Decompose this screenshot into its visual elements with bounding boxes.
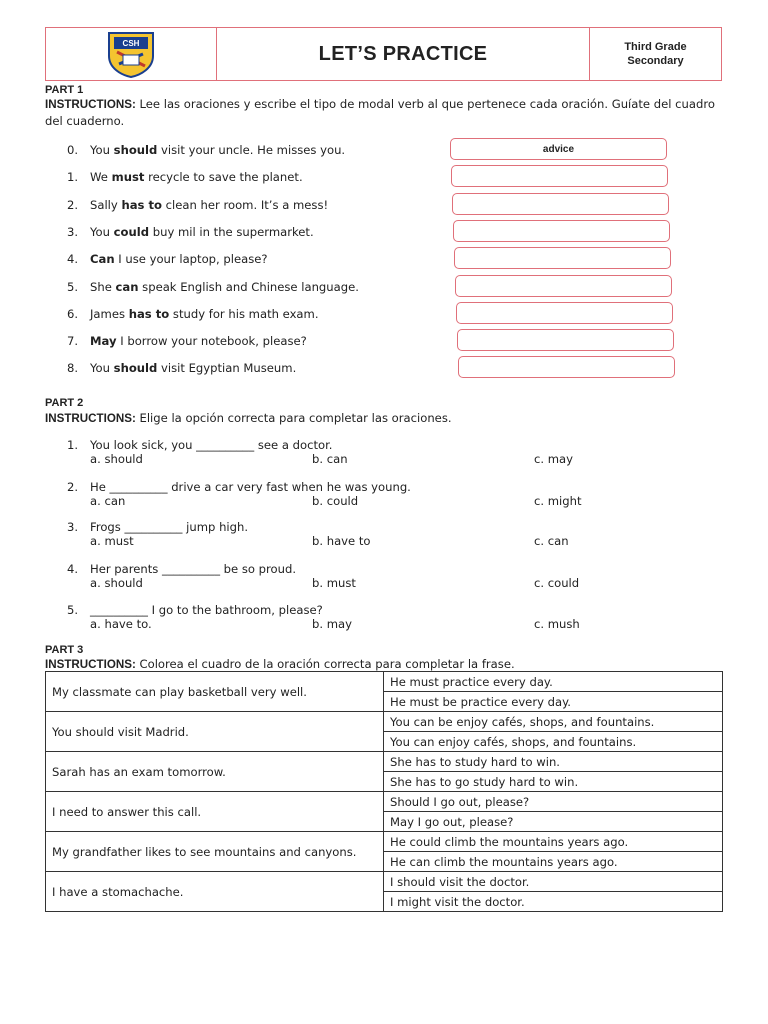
item-number: 2. [66, 198, 78, 212]
option-a[interactable]: a. should [90, 576, 143, 590]
option-cell[interactable]: He could climb the mountains years ago. [384, 832, 723, 852]
sentence-pre: You [90, 143, 114, 157]
sentence-pre: Sally [90, 198, 122, 212]
sentence-pre: You [90, 225, 114, 239]
answer-box[interactable] [456, 302, 673, 324]
option-c[interactable]: c. might [534, 494, 582, 508]
grade-line-2: Secondary [627, 55, 684, 67]
option-c[interactable]: c. may [534, 452, 574, 466]
sentence-pre: She [90, 280, 116, 294]
item-sentence [90, 334, 307, 348]
sentence-stem: I have a stomachache. [46, 872, 384, 912]
item-sentence [90, 143, 345, 157]
answer-box[interactable] [451, 165, 668, 187]
question-number: 2. [66, 480, 78, 494]
option-cell[interactable]: Should I go out, please? [384, 792, 723, 812]
sentence-pre: We [90, 170, 112, 184]
answer-box[interactable] [453, 220, 670, 242]
question-number: 1. [66, 438, 78, 452]
item-number: 4. [66, 252, 78, 266]
sentence-post: I borrow your notebook, please? [116, 334, 307, 348]
item-sentence [90, 280, 359, 294]
item-sentence [90, 252, 268, 266]
part1-instructions-label: INSTRUCTIONS: [45, 98, 136, 111]
answer-box[interactable] [457, 329, 674, 351]
sentence-post: study for his math exam. [169, 307, 319, 321]
sentence-stem: My classmate can play basketball very well. [46, 672, 384, 712]
question-sentence: Her parents __________ be so proud. [90, 562, 297, 576]
option-cell[interactable]: She has to study hard to win. [384, 752, 723, 772]
option-b[interactable]: b. could [312, 494, 359, 508]
modal-verb: should [113, 143, 158, 157]
modal-verb: May [90, 334, 117, 348]
table-row [46, 672, 723, 692]
sentence-stem: My grandfather likes to see mountains and canyons. [46, 832, 384, 872]
part3-instructions-text: Colorea el cuadro de la oración correcta para completar la frase. [139, 657, 515, 671]
logo-cell [46, 28, 217, 80]
option-a[interactable]: a. have to. [90, 617, 152, 631]
option-cell[interactable]: You can be enjoy cafés, shops, and fountains. [384, 712, 723, 732]
question-number: 4. [66, 562, 78, 576]
item-number: 6. [66, 307, 78, 321]
answer-box[interactable] [455, 275, 672, 297]
question-sentence: He __________ drive a car very fast when he was young. [90, 480, 411, 494]
modal-verb: has to [121, 198, 162, 212]
option-cell[interactable]: He must practice every day. [384, 672, 723, 692]
option-cell[interactable]: You can enjoy cafés, shops, and fountains. [384, 732, 723, 752]
item-number: 8. [66, 361, 78, 375]
option-b[interactable]: b. must [312, 576, 356, 590]
table-row [46, 832, 723, 852]
sentence-pre: James [90, 307, 129, 321]
part1-label: PART 1 [45, 84, 84, 96]
part3-table [45, 671, 723, 912]
answer-box[interactable] [454, 247, 671, 269]
item-sentence [90, 361, 296, 375]
modal-verb: must [111, 170, 145, 184]
grade-cell [590, 28, 721, 80]
item-number: 1. [66, 170, 78, 184]
option-c[interactable]: c. could [534, 576, 580, 590]
item-sentence [90, 170, 303, 184]
part2-instructions-label: INSTRUCTIONS: [45, 412, 136, 425]
svg-text:CSH: CSH [122, 39, 140, 48]
table-row [46, 792, 723, 812]
modal-verb: should [113, 361, 158, 375]
table-row [46, 872, 723, 892]
item-sentence [90, 307, 319, 321]
worksheet-header [45, 27, 722, 81]
item-number: 0. [66, 143, 78, 157]
part2-label: PART 2 [45, 397, 84, 409]
question-sentence: __________ I go to the bathroom, please? [90, 603, 323, 617]
part3-label: PART 3 [45, 644, 84, 656]
item-sentence [90, 225, 314, 239]
title-cell [217, 28, 590, 80]
option-b[interactable]: b. may [312, 617, 352, 631]
option-b[interactable]: b. have to [312, 534, 371, 548]
option-b[interactable]: b. can [312, 452, 348, 466]
grade-label [624, 40, 686, 68]
option-cell[interactable]: May I go out, please? [384, 812, 723, 832]
sentence-post: recycle to save the planet. [144, 170, 303, 184]
grade-line-1: Third Grade [624, 41, 687, 53]
option-c[interactable]: c. can [534, 534, 569, 548]
option-cell[interactable]: He must be practice every day. [384, 692, 723, 712]
part1-instructions-text: Lee las oraciones y escribe el tipo de modal verb al que pertenece cada oración. Guíate del cuadro del cuaderno. [45, 97, 715, 128]
sentence-post: clean her room. It’s a mess! [161, 198, 329, 212]
question-sentence: You look sick, you __________ see a doctor. [90, 438, 333, 452]
option-a[interactable]: a. can [90, 494, 126, 508]
sentence-stem: Sarah has an exam tomorrow. [46, 752, 384, 792]
table-row [46, 752, 723, 772]
option-cell[interactable]: He can climb the mountains years ago. [384, 852, 723, 872]
part1-instructions [45, 96, 735, 129]
modal-verb: can [115, 280, 139, 294]
item-number: 3. [66, 225, 78, 239]
item-number: 7. [66, 334, 78, 348]
sentence-stem: I need to answer this call. [46, 792, 384, 832]
school-crest-icon [105, 30, 157, 78]
sentence-post: visit Egyptian Museum. [157, 361, 297, 375]
sentence-pre: You [90, 361, 114, 375]
sentence-post: speak English and Chinese language. [138, 280, 359, 294]
answer-box[interactable] [458, 356, 675, 378]
part2-instructions-text: Elige la opción correcta para completar las oraciones. [139, 411, 452, 425]
sentence-post: I use your laptop, please? [114, 252, 268, 266]
question-number: 3. [66, 520, 78, 534]
modal-verb: could [113, 225, 150, 239]
sentence-stem: You should visit Madrid. [46, 712, 384, 752]
answer-box[interactable] [452, 193, 669, 215]
item-number: 5. [66, 280, 78, 294]
part2-instructions [45, 410, 735, 427]
option-cell[interactable]: She has to go study hard to win. [384, 772, 723, 792]
part3-instructions-label: INSTRUCTIONS: [45, 658, 136, 671]
item-sentence [90, 198, 328, 212]
sentence-post: visit your uncle. He misses you. [157, 143, 346, 157]
modal-verb: has to [128, 307, 170, 321]
option-a[interactable]: a. should [90, 452, 143, 466]
option-cell[interactable]: I should visit the doctor. [384, 872, 723, 892]
answer-box[interactable]: advice [450, 138, 667, 160]
question-sentence: Frogs __________ jump high. [90, 520, 249, 534]
table-row [46, 712, 723, 732]
modal-verb: Can [90, 252, 115, 266]
page-title: LET’S PRACTICE [318, 42, 488, 65]
sentence-post: buy mil in the supermarket. [149, 225, 314, 239]
question-number: 5. [66, 603, 78, 617]
option-c[interactable]: c. mush [534, 617, 580, 631]
option-a[interactable]: a. must [90, 534, 134, 548]
option-cell[interactable]: I might visit the doctor. [384, 892, 723, 912]
